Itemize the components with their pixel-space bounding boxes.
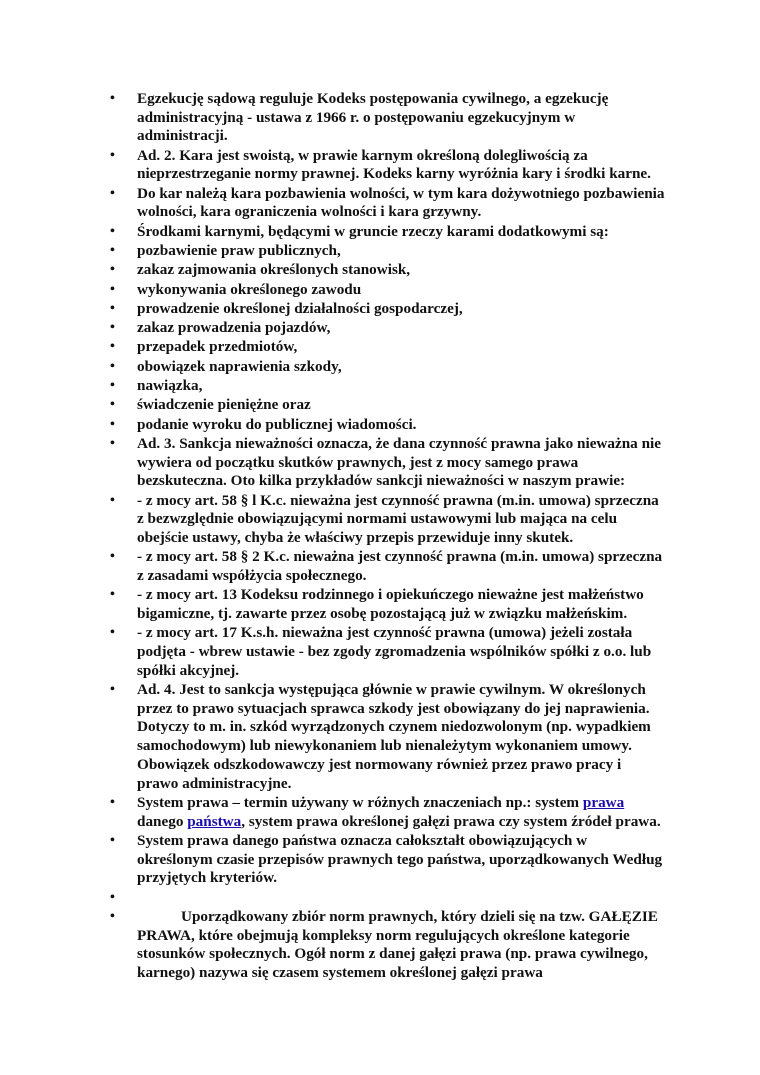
list-item-text: Ad. 2. Kara jest swoistą, w prawie karnym określoną dolegliwością za nieprzestrzeganie normy prawnej. Kodeks karny wyróżnia kary i środki karne. — [137, 146, 651, 183]
list-item-text: nawiązka, — [137, 377, 203, 395]
list-item-text: Egzekucję sądową reguluje Kodeks postępowania cywilnego, a egzekucję administracyjną - ustawa z 1966 r. o postępowaniu egzekucyjnym w administracji. — [137, 90, 609, 145]
list-item — [106, 396, 666, 415]
link-prawa[interactable]: prawa — [582, 793, 625, 811]
list-item — [106, 281, 666, 300]
list-item-text: - z mocy art. 58 § l K.c. nieważna jest czynność prawna (m.in. umowa) sprzeczna z bezwzględnie obowiązującymi normami ustawowymi lub mająca na celu obejście ustawy, chyba że właściwy przepis przewiduje inny skutek. — [137, 491, 659, 547]
list-item-last — [106, 908, 666, 983]
list-item — [106, 548, 666, 585]
list-item — [106, 319, 666, 338]
list-item-text: zakaz zajmowania określonych stanowisk, — [137, 261, 411, 279]
bullet-icon: • — [110, 492, 115, 508]
bullet-icon: • — [110, 435, 115, 451]
list-item-text: Ad. 3. Sankcja nieważności oznacza, że dana czynność prawna jako nieważna nie wywiera od początku skutków prawnych, jest z mocy samego prawa bezskuteczna. Oto kilka przykładów sankcji nieważności w naszym prawie: — [137, 434, 661, 490]
list-item — [106, 338, 666, 357]
bullet-icon: • — [110, 625, 115, 641]
bullet-icon: • — [110, 889, 115, 905]
list-item-text: wykonywania określonego zawodu — [137, 280, 362, 298]
list-item-system-prawa — [106, 794, 666, 831]
list-item-text: - z mocy art. 17 K.s.h. nieważna jest czynność prawna (umowa) jeżeli została podjęta - wbrew ustawie - bez zgody zgromadzenia wspólników spółki z o.o. lub spółki akcyjnej. — [137, 624, 652, 679]
list-item-text: przepadek przedmiotów, — [137, 338, 298, 356]
list-item-text: prowadzenie określonej działalności gospodarczej, — [137, 299, 463, 317]
bullet-list — [106, 90, 666, 983]
bullet-icon: • — [110, 587, 115, 603]
list-item-text: świadczenie pieniężne oraz — [137, 396, 311, 414]
list-item — [106, 416, 666, 435]
list-item-text: - z mocy art. 58 § 2 K.c. nieważna jest czynność prawna (m.in. umowa) sprzeczna z zasadami współżycia społecznego. — [137, 548, 663, 585]
list-item-text: Środkami karnymi, będącymi w gruncie rzeczy karami dodatkowymi są: — [137, 222, 609, 240]
list-item-text: pozbawienie praw publicznych, — [137, 242, 341, 259]
bullet-icon: • — [110, 300, 115, 316]
bullet-icon: • — [110, 91, 115, 106]
bullet-icon: • — [110, 682, 115, 698]
bullet-icon: • — [110, 339, 115, 355]
bullet-icon: • — [110, 281, 115, 297]
list-item-text: System prawa danego państwa oznacza całokształt obowiązujących w określonym czasie przepisów prawnych tego państwa, uporządkowanych Według przyjętych kryteriów. — [137, 831, 663, 887]
bullet-icon: • — [110, 378, 115, 394]
list-item-text: podanie wyroku do publicznej wiadomości. — [137, 415, 417, 433]
list-item — [106, 435, 666, 491]
list-item — [106, 185, 666, 222]
list-item-text: System prawa – termin używany w różnych znaczeniach np.: system prawa danego państwa, system prawa określonej gałęzi prawa czy system źródeł prawa. — [137, 793, 661, 830]
bullet-icon: • — [110, 794, 115, 810]
list-item — [106, 90, 666, 146]
bullet-icon: • — [110, 262, 115, 278]
list-item-text: Ad. 4. Jest to sankcja występująca głównie w prawie cywilnym. W określonych przez to prawo sytuacjach sprawca szkody jest obowiązany do jej naprawienia. Dotyczy to m. in. szkód wyrządzonych czynem niedozwolonym (np. wypadkiem samochodowym) lub niewykonaniem lub nienależytym wykonaniem umowy. Obowiązek odszkodowawczy jest normowany również przez prawo pracy i prawo administracyjne. — [137, 681, 651, 792]
list-item-text: - z mocy art. 13 Kodeksu rodzinnego i opiekuńczego nieważne jest małżeństwo bigamiczne, tj. zawarte przez osobę pozostającą już w związku małżeńskim. — [137, 586, 644, 623]
list-item — [106, 358, 666, 377]
bullet-icon: • — [110, 549, 115, 565]
bullet-icon: • — [110, 147, 115, 163]
list-item-text: zakaz prowadzenia pojazdów, — [137, 319, 331, 337]
bullet-icon: • — [110, 243, 115, 258]
link-panstwa[interactable]: państwa — [187, 812, 242, 830]
list-item — [106, 681, 666, 793]
list-item-text: Uporządkowany zbiór norm prawnych, który dzieli się na tzw. GAŁĘZIE PRAWA, które obejmują kompleksy norm regulujących określone kategorie stosunków społecznych. Ogół norm z danej gałęzi prawa (np. prawa cywilnego, karnego) nazywa się czasem systemem określonej gałęzi prawa — [137, 907, 658, 981]
bullet-icon: • — [110, 223, 115, 239]
bullet-icon: • — [110, 358, 115, 374]
list-item — [106, 147, 666, 184]
list-item — [106, 377, 666, 396]
bullet-icon: • — [110, 320, 115, 336]
list-item — [106, 242, 666, 261]
list-item — [106, 492, 666, 548]
bullet-icon: • — [110, 416, 115, 432]
list-item — [106, 261, 666, 280]
list-item — [106, 624, 666, 680]
bullet-icon: • — [110, 185, 115, 201]
list-item-empty — [106, 889, 666, 908]
list-item — [106, 832, 666, 888]
list-item — [106, 300, 666, 319]
list-item — [106, 586, 666, 623]
list-item — [106, 223, 666, 242]
bullet-icon: • — [110, 832, 115, 848]
bullet-icon: • — [110, 397, 115, 413]
bullet-icon: • — [110, 908, 115, 924]
list-item-text: obowiązek naprawienia szkody, — [137, 357, 342, 375]
list-item-text: Do kar należą kara pozbawienia wolności, w tym kara dożywotniego pozbawienia wolności, kara ograniczenia wolności i kara grzywny. — [137, 184, 665, 221]
